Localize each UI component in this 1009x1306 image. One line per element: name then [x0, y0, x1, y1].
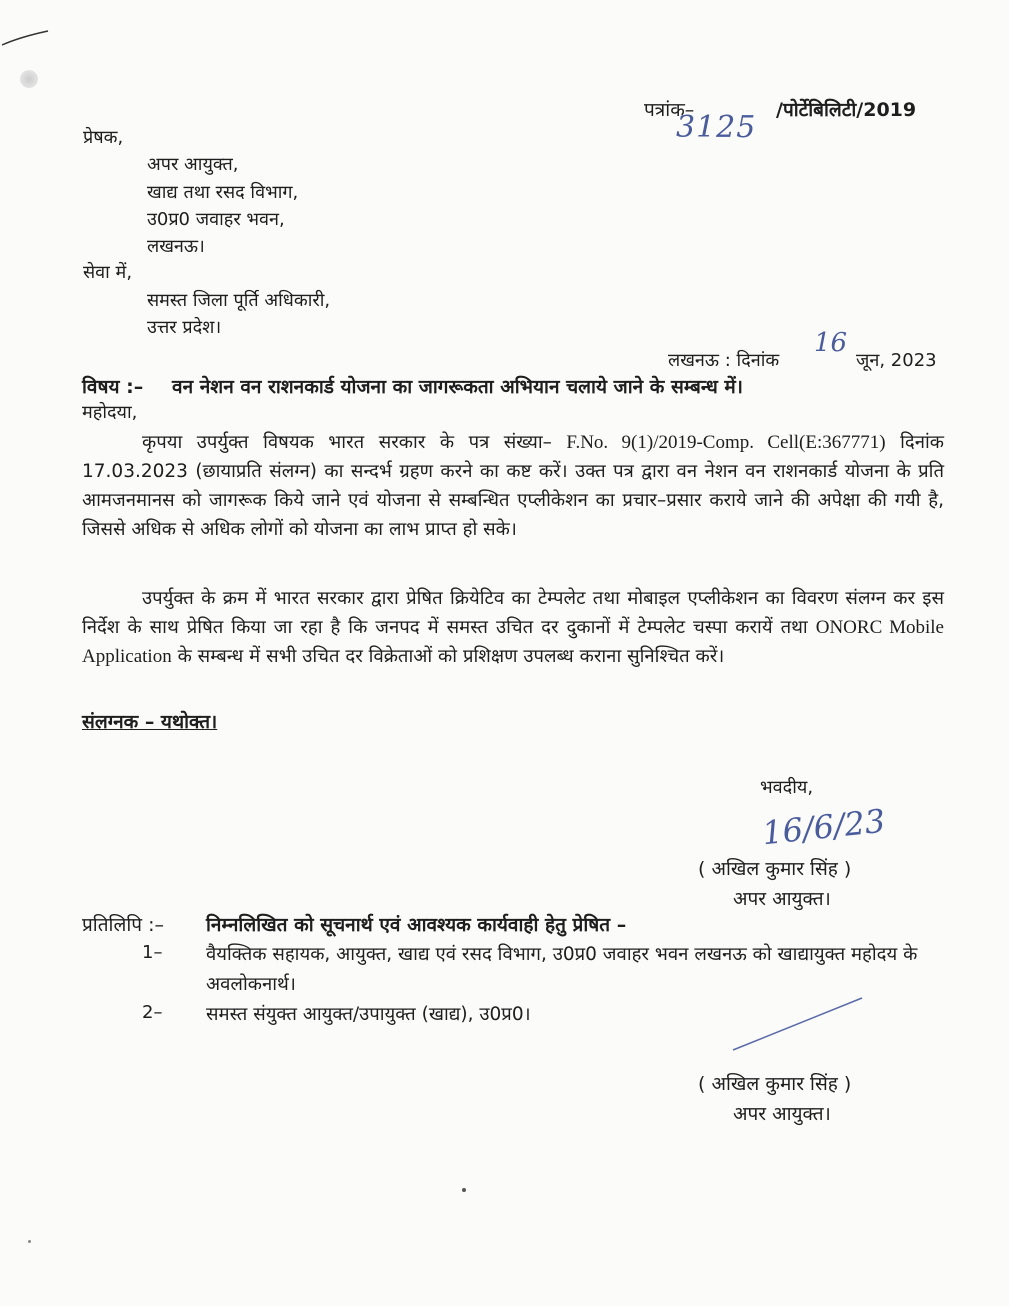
sender-line: उ0प्र0 जवाहर भवन, [147, 209, 285, 230]
onorc-app-name: ONORC Mobile Application [82, 617, 944, 667]
recipient-label: सेवा में, [83, 262, 133, 283]
govt-letter-reference: F.No. 9(1)/2019-Comp. Cell(E:367771) [566, 432, 886, 453]
copy-label: प्रतिलिपि :– [82, 914, 165, 936]
recipient-line: उत्तर प्रदेश। [147, 317, 222, 338]
ref-label: पत्रांक– [644, 99, 695, 121]
signature-date-handwritten: 16/6/23 [760, 801, 888, 853]
ref-suffix: /पोर्टेबिलिटी/2019 [776, 99, 917, 121]
copy-item-text: समस्त संयुक्त आयुक्त/उपायुक्त (खाद्य), उ0प्र0। [206, 1004, 531, 1025]
signatory-name: ( अखिल कुमार सिंह ) [698, 858, 852, 880]
date-day-handwritten: 16 [814, 328, 848, 358]
para2-text-b: के सम्बन्ध में सभी उचित दर विक्रेताओं को प्रशिक्षण उपलब्ध कराना सुनिश्चित करें। [177, 646, 725, 667]
signatory-designation: अपर आयुक्त। [733, 888, 831, 910]
subject-label: विषय :– [82, 376, 144, 398]
copy-item-text: वैयक्तिक सहायक, आयुक्त, खाद्य एवं रसद विभाग, उ0प्र0 जवाहर भवन लखनऊ को खाद्यायुक्त महोदय के अवलोकनार्थ। [206, 944, 918, 995]
scan-speck [462, 1188, 466, 1192]
copy-heading: निम्नलिखित को सूचनार्थ एवं आवश्यक कार्यवाही हेतु प्रेषित – [206, 914, 627, 936]
date-suffix: जून, 2023 [856, 350, 937, 371]
para1-text-b: दिनांक 17.03.2023 (छायाप्रति संलग्न) का सन्दर्भ ग्रहण करने का कष्ट करें। उक्त पत्र द्वारा वन नेशन वन राशनकार्ड योजना के प्रति आमजनमानस को जागरूक किये जाने एवं योजना से सम्बन्धित एप्लीकेशन का प्रचार–प्रसार कराये जाने की अपेक्षा की गयी है, जिससे अधिक से अधिक लोगों को योजना का लाभ प्राप्त हो सके। [82, 432, 944, 540]
sender-line: लखनऊ। [147, 236, 205, 257]
subject-text: वन नेशन वन राशनकार्ड योजना का जागरूकता अभियान चलाये जाने के सम्बन्ध में। [172, 376, 743, 398]
recipient-line: समस्त जिला पूर्ति अधिकारी, [147, 290, 331, 311]
scan-mark-stroke [0, 25, 60, 55]
sender-line: अपर आयुक्त, [147, 154, 239, 175]
sender-line: खाद्य तथा रसद विभाग, [147, 182, 299, 203]
signatory2-designation: अपर आयुक्त। [733, 1103, 831, 1125]
punch-hole-mark [20, 70, 38, 88]
copy-item-number: 2– [142, 1002, 163, 1023]
closing: भवदीय, [760, 777, 814, 798]
para2-text-a: उपर्युक्त के क्रम में भारत सरकार द्वारा प्रेषित क्रियेटिव का टेम्पलेट तथा मोबाइल एप्लीकेशन का विवरण संलग्न कर इस निर्देश के साथ प्रेषित किया जा रहा है कि जनपद में समस्त उचित दर दुकानों में टेम्पलेट चस्पा करायें तथा [82, 588, 944, 638]
body-paragraph-1 [82, 428, 944, 544]
salutation: महोदया, [82, 402, 138, 423]
copy-item-number: 1– [142, 942, 163, 963]
scan-speck [28, 1240, 31, 1243]
para1-text-a: कृपया उपर्युक्त विषयक भारत सरकार के पत्र संख्या– [142, 432, 552, 453]
sender-label: प्रेषक, [83, 127, 124, 148]
date-prefix: लखनऊ : दिनांक [668, 350, 780, 371]
enclosure-note: संलग्नक – यथोक्त। [82, 711, 218, 733]
body-paragraph-2 [82, 584, 944, 671]
pen-stroke-mark [730, 992, 870, 1054]
signatory2-name: ( अखिल कुमार सिंह ) [698, 1073, 852, 1095]
ref-number-handwritten: 3125 [676, 110, 757, 145]
